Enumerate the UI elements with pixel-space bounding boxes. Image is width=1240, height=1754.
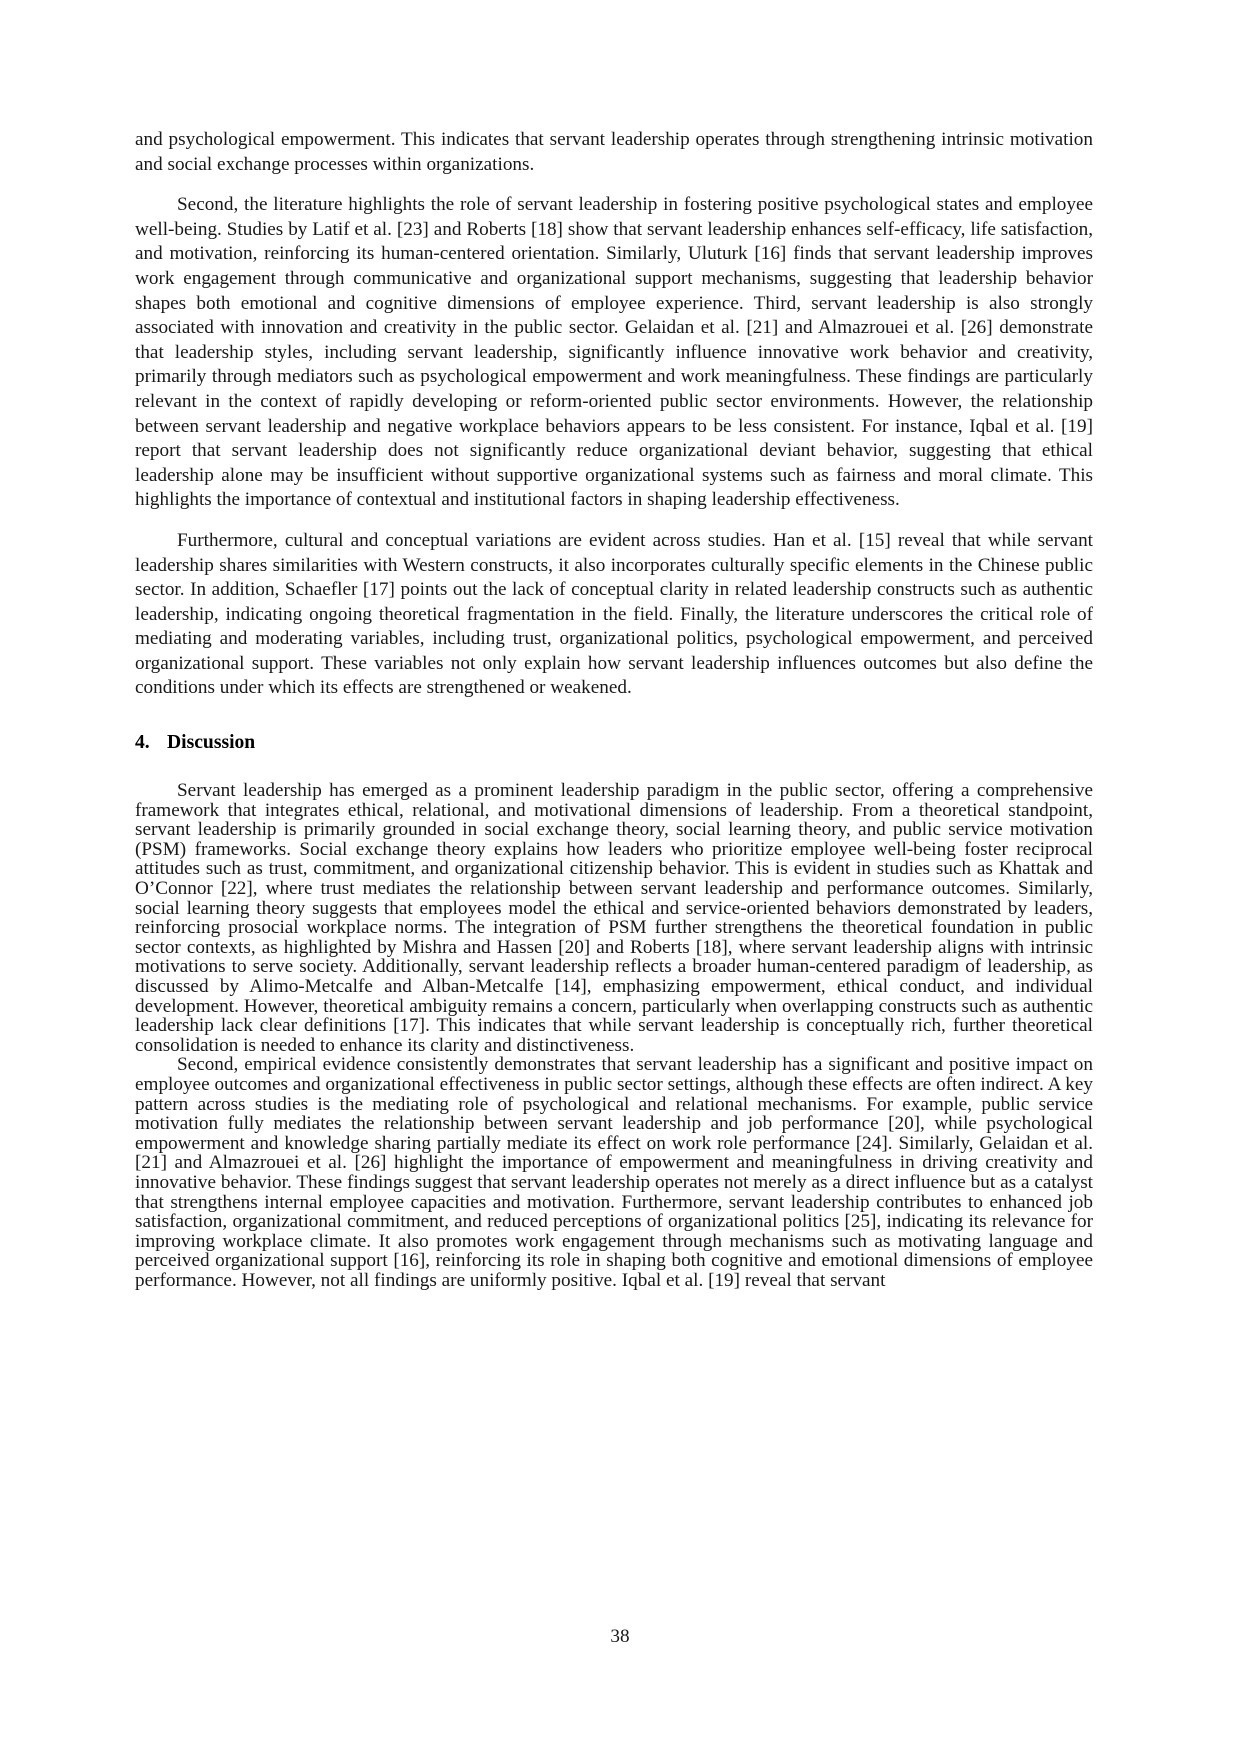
section-title: Discussion — [167, 732, 256, 754]
discussion-paragraph-theoretical: Servant leadership has emerged as a prominent leadership paradigm in the public sector, offering a comprehensive framework that integrates ethical, relational, and motivational dimensions of leadership. From a theoretical standpoint, servant leadership is primarily grounded in social exchange theory, social learning theory, and public service motivation (PSM) frameworks. Social exchange theory explains how leaders who prioritize employee well-being foster reciprocal attitudes such as trust, commitment, and organizational citizenship behavior. This is evident in studies such as Khattak and O’Connor [22], where trust mediates the relationship between servant leadership and performance outcomes. Similarly, social learning theory suggests that employees model the ethical and service-oriented behaviors demonstrated by leaders, reinforcing prosocial workplace norms. The integration of PSM further strengthens the theoretical foundation in public sector contexts, as highlighted by Mishra and Hassen [20] and Roberts [18], where servant leadership aligns with intrinsic motivations to serve society. Additionally, servant leadership reflects a broader human-centered paradigm of leadership, as discussed by Alimo-Metcalfe and Alban-Metcalfe [14], emphasizing empowerment, ethical conduct, and individual development. However, theoretical ambiguity remains a concern, particularly when overlapping constructs such as authentic leadership lack clear definitions [17]. This indicates that while servant leadership is conceptually rich, further theoretical consolidation is needed to enhance its clarity and distinctiveness. — [135, 780, 1093, 1056]
discussion-paragraph-empirical: Second, empirical evidence consistently demonstrates that servant leadership has a significant and positive impact on employee outcomes and organizational effectiveness in public sector settings, although these effects are often indirect. A key pattern across studies is the mediating role of psychological and relational mechanisms. For example, public service motivation fully mediates the relationship between servant leadership and job performance [20], while psychological empowerment and knowledge sharing partially mediate its effect on work role performance [24]. Similarly, Gelaidan et al. [21] and Almazrouei et al. [26] highlight the importance of empowerment and meaningfulness in driving creativity and innovative behavior. These findings suggest that servant leadership operates not merely as a direct influence but as a catalyst that strengthens internal employee capacities and motivation. Furthermore, servant leadership contributes to enhanced job satisfaction, organizational commitment, and reduced perceptions of organizational politics [25], indicating its relevance for improving workplace climate. It also promotes work engagement through mechanisms such as motivating language and perceived organizational support [16], reinforcing its role in shaping both cognitive and emotional dimensions of employee performance. However, not all findings are uniformly positive. Iqbal et al. [19] reveal that servant — [135, 1054, 1093, 1291]
page-content — [135, 128, 1093, 1291]
paragraph-cultural-variations: Furthermore, cultural and conceptual variations are evident across studies. Han et al. [15] reveal that while servant leadership shares similarities with Western constructs, it also incorporates culturally specific elements in the Chinese public sector. In addition, Schaefler [17] points out the lack of conceptual clarity in related leadership constructs such as authentic leadership, indicating ongoing theoretical fragmentation in the field. Finally, the literature underscores the critical role of mediating and moderating variables, including trust, organizational politics, psychological empowerment, and perceived organizational support. These variables not only explain how servant leadership influences outcomes but also define the conditions under which its effects are strengthened or weakened. — [135, 529, 1093, 699]
page-number: 38 — [610, 1626, 630, 1647]
paragraph-continuation: and psychological empowerment. This indicates that servant leadership operates through strengthening intrinsic motivation and social exchange processes within organizations. — [135, 129, 1093, 175]
discussion-section — [135, 731, 1093, 1290]
section-heading-discussion — [135, 731, 1093, 755]
paragraph-second-finding: Second, the literature highlights the role of servant leadership in fostering positive psychological states and employee well-being. Studies by Latif et al. [23] and Roberts [18] show that servant leadership enhances self-efficacy, life satisfaction, and motivation, reinforcing its human-centered orientation. Similarly, Uluturk [16] finds that servant leadership improves work engagement through communicative and organizational support mechanisms, suggesting that leadership behavior shapes both emotional and cognitive dimensions of employee experience. Third, servant leadership is also strongly associated with innovation and creativity in the public sector. Gelaidan et al. [21] and Almazrouei et al. [26] demonstrate that leadership styles, including servant leadership, significantly influence innovative work behavior and creativity, primarily through mediators such as psychological empowerment and work meaningfulness. These findings are particularly relevant in the context of rapidly developing or reform-oriented public sector environments. However, the relationship between servant leadership and negative workplace behaviors appears to be less consistent. For instance, Iqbal et al. [19] report that servant leadership does not significantly reduce organizational deviant behavior, suggesting that ethical leadership alone may be insufficient without supportive organizational systems such as fairness and moral climate. This highlights the importance of contextual and institutional factors in shaping leadership effectiveness. — [135, 194, 1093, 511]
section-number: 4. — [135, 732, 150, 754]
